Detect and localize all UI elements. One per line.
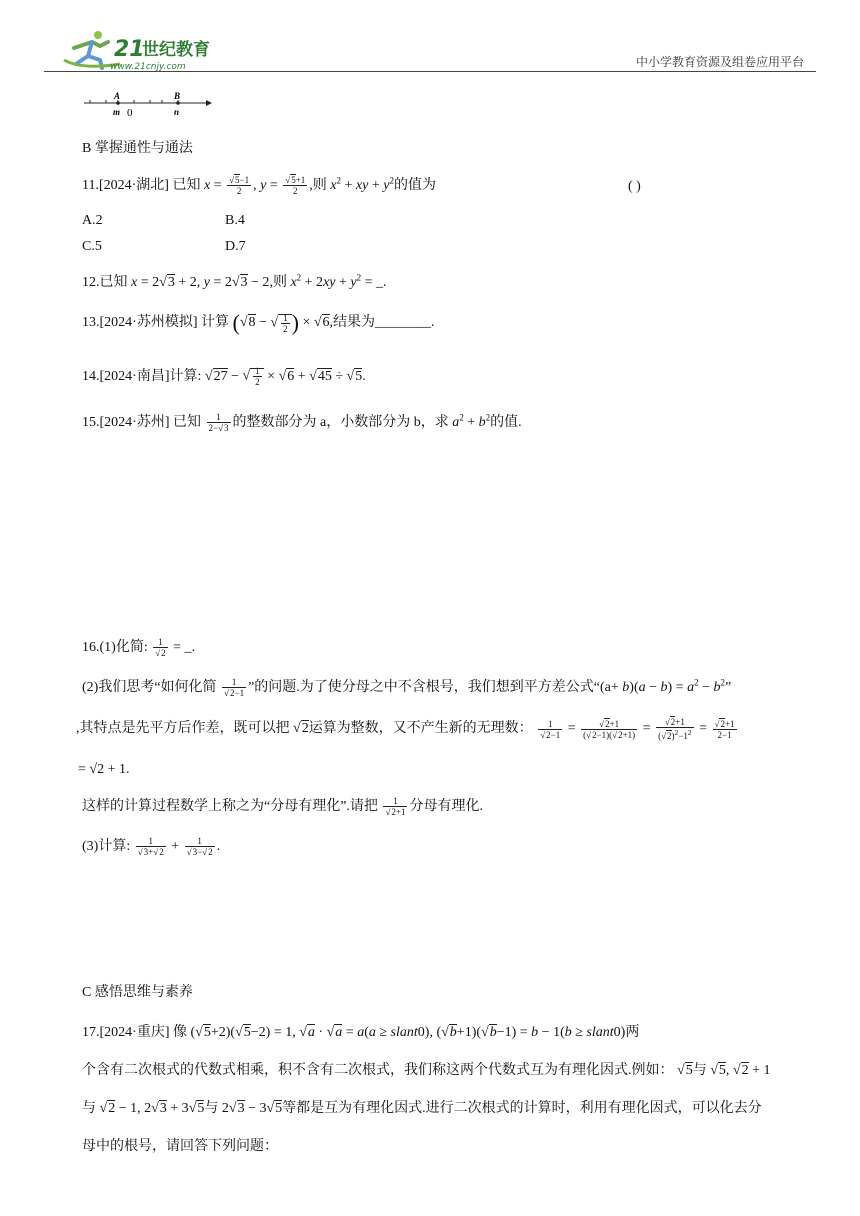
question-16-part-2-line2: ,其特点是先平方后作差，既可以把 √2运算为整数，又不产生新的无理数： $\frac{1}{√2-1}$ = $\frac{√2+1}{(√2-1)(√2+1)}$ = $\frac{√2+1}{(√2)^2-1^2}$ = $\frac{√2+1}{2-1}$ [76, 717, 735, 741]
question-16-part-2-line4: 这样的计算过程数学上称之为“分母有理化”.请把 $\frac{1}{√2+1}$ 分母有理化. [82, 796, 483, 818]
q16-p2-line2-mid: 运算为整数，又不产生新的无理数： [308, 721, 533, 737]
q11-suffix: 的值为 [393, 178, 436, 193]
site-logo [62, 30, 232, 72]
q13-prefix: 13.[2024·苏州模拟] 计算 [82, 315, 229, 331]
svg-text:www.21cnjy.com: www.21cnjy.com [110, 62, 186, 72]
q17-line3-mid: 等都是互为有理化因式.进行二次根式的计算时，利用有理化因式，可以化去分 [282, 1101, 762, 1116]
number-line-figure [82, 90, 212, 120]
q13-suffix: ,结果为________. [329, 315, 435, 331]
q15-prefix: 15.[2024·苏州] 已知 [82, 415, 201, 430]
question-17-line3: 与 √2 − 1, 2√3 + 3√5与 2√3 − 3√5等都是互为有理化因式.进行二次根式的计算时，利用有理化因式，可以化去分 [82, 1101, 762, 1116]
q16-p1-prefix: 16.(1)化简: [82, 640, 148, 655]
q11-mid: ,则 [309, 178, 327, 193]
svg-text:21: 21 [114, 37, 145, 62]
question-12: 12.已知 x = 2√3 + 2, y = 2√3 − 2,则 $x^2 + 2xy + y^2$ = _. [82, 272, 387, 290]
q12-prefix: 12.已知 [82, 275, 128, 290]
question-16-part-3: (3)计算: $\frac{1}{√3+√2}$ + $\frac{1}{√3-√2}$ . [82, 836, 221, 858]
question-16-part-2: (2)我们思考“如何化简 $\frac{1}{√2-1}$ ”的问题.为了使分母之中不含根号，我们想到平方差公式“$(a+ b)(a - b) = a^2 - b^2$” [82, 677, 732, 699]
question-13: 13.[2024·苏州模拟] 计算 (√8 − √ $\frac{1}{2}$ ) × √6,结果为________. [82, 310, 435, 335]
q15-end: 的值. [490, 415, 522, 430]
question-17-line1: 17.[2024·重庆] 像 (√5+2)(√5−2) = 1, √a · √a = a(a ≥ slant0), (√b+1)(√b−1) = b − 1(b ≥ slant0)两 [82, 1025, 640, 1040]
q16-p2-line3: = √2 + 1. [78, 762, 130, 777]
q16-p2-prefix: (2)我们思考“如何化简 [82, 680, 217, 695]
q16-p1-suffix: _. [184, 640, 196, 655]
q17-line1-suffix: 两 [625, 1025, 640, 1040]
question-11: 11.[2024·湖北] 已知 x = $\frac{√5-1}{2}$ , y = $\frac{√5+1}{2}$ ,则 $x^2$ + xy + $y^2$的值为 [82, 175, 436, 197]
q16-p2-line4-prefix: 这样的计算过程数学上称之为“分母有理化”.请把 [82, 799, 378, 814]
q16-p2-line2-prefix: ,其特点是先平方后作差，既可以把 [76, 721, 290, 737]
q17-line1-prefix: 17.[2024·重庆] 像 [82, 1025, 187, 1040]
header-divider [44, 71, 816, 72]
question-17-line2: 个含有二次根式的代数式相乘，积不含有二次根式，我们称这两个代数式互为有理化因式.例如： √5与 √5, √2 + 1 [82, 1063, 771, 1078]
q11-prefix: 11.[2024·湖北] 已知 [82, 178, 201, 193]
question-14: 14.[2024·南昌]计算: √27 − √ $\frac{1}{2}$ × √6 + √45 ÷ √5. [82, 366, 366, 388]
section-c-heading: C 感悟思维与素养 [82, 985, 193, 1000]
q11-option-a: A.2 [82, 213, 103, 228]
q12-mid: ,则 [269, 275, 287, 290]
q11-option-b: B.4 [225, 213, 245, 228]
question-16-part-1: 16.(1)化简: $\frac{1}{√2}$ = _. [82, 637, 196, 659]
n-label: n [174, 107, 180, 117]
point-b-label: B [174, 91, 181, 101]
q12-suffix: _. [376, 275, 387, 290]
m-label: m [113, 107, 121, 117]
point-a-label: A [114, 91, 121, 101]
q11-option-c: C.5 [82, 239, 102, 254]
question-15: 15.[2024·苏州] 已知 $\frac{1}{2-√3}$ 的整数部分为 a，小数部分为 b，求 $a^2 + b^2$的值. [82, 412, 522, 434]
q16-p2-line4-suffix: 分母有理化. [409, 799, 483, 814]
site-tagline: 中小学教育资源及组卷应用平台 [635, 55, 804, 69]
q11-answer-paren: ( ) [628, 179, 641, 194]
section-b-heading: B 掌握通性与通法 [82, 141, 193, 156]
q14-prefix: 14.[2024·南昌]计算: [82, 369, 202, 384]
q17-line4: 母中的根号，请回答下列问题： [82, 1139, 278, 1154]
zero-label: 0 [127, 107, 133, 119]
q11-option-d: D.7 [225, 239, 246, 254]
q17-line2: 个含有二次根式的代数式相乘，积不含有二次根式，我们称这两个代数式互为有理化因式.例如： [82, 1063, 674, 1078]
q15-suffix: 的整数部分为 a，小数部分为 b，求 [232, 415, 449, 430]
svg-text:世纪教育: 世纪教育 [142, 40, 210, 60]
q16-p3-prefix: (3)计算: [82, 839, 131, 854]
q16-p2-mid: ”的问题.为了使分母之中不含根号，我们想到平方差公式“(a+ [248, 680, 619, 695]
